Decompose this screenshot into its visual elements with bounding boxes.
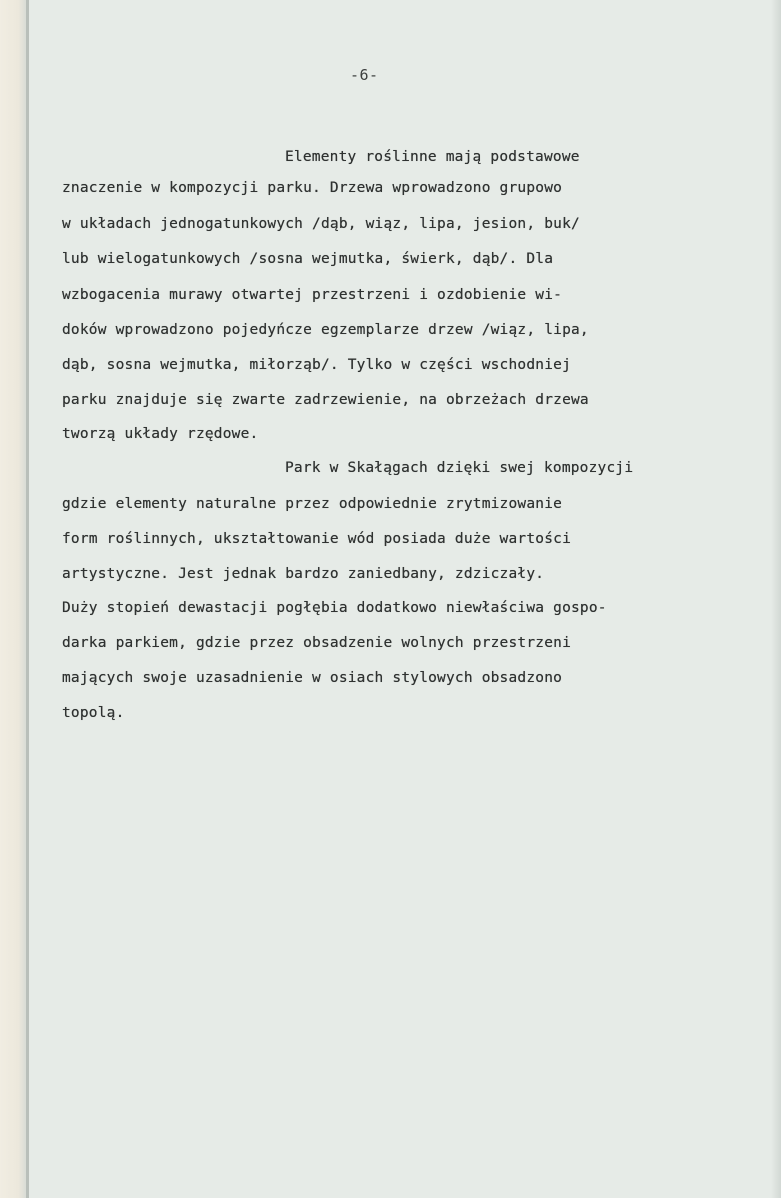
binding-margin: [0, 0, 26, 1198]
paragraph-1-line-5: wzbogacenia murawy otwartej przestrzeni i ozdobienie wi-: [62, 287, 563, 303]
paragraph-2-line-7: mających swoje uzasadnienie w osiach stylowych obsadzono: [62, 670, 563, 686]
paragraph-1-line-1: Elementy roślinne mają podstawowe: [285, 149, 580, 165]
page-edge: [26, 0, 29, 1198]
page-number: -6-: [350, 66, 379, 84]
paragraph-2-line-1: Park w Skałągach dzięki swej kompozycji: [285, 460, 634, 476]
paragraph-1-line-9: tworzą układy rzędowe.: [62, 426, 259, 442]
paragraph-2-line-6: darka parkiem, gdzie przez obsadzenie wolnych przestrzeni: [62, 635, 571, 651]
paragraph-1-line-3: w układach jednogatunkowych /dąb, wiąz, lipa, jesion, buk/: [62, 216, 580, 232]
paragraph-2-line-3: form roślinnych, ukształtowanie wód posiada duże wartości: [62, 531, 571, 547]
paragraph-1-line-2: znaczenie w kompozycji parku. Drzewa wprowadzono grupowo: [62, 180, 563, 196]
paragraph-2-line-8: topolą.: [62, 705, 125, 721]
paragraph-1-line-7: dąb, sosna wejmutka, miłorząb/. Tylko w części wschodniej: [62, 357, 571, 373]
paragraph-2-line-4: artystyczne. Jest jednak bardzo zaniedbany, zdziczały.: [62, 566, 545, 582]
paragraph-1-line-6: doków wprowadzono pojedyńcze egzemplarze drzew /wiąz, lipa,: [62, 322, 589, 338]
paragraph-1-line-8: parku znajduje się zwarte zadrzewienie, na obrzeżach drzewa: [62, 392, 589, 408]
paragraph-2-line-2: gdzie elementy naturalne przez odpowiednie zrytmizowanie: [62, 496, 563, 512]
paragraph-2-line-5: Duży stopień dewastacji pogłębia dodatkowo niewłaściwa gospo-: [62, 600, 607, 616]
paragraph-1-line-4: lub wielogatunkowych /sosna wejmutka, świerk, dąb/. Dla: [62, 251, 554, 267]
page-shadow: [771, 0, 781, 1198]
